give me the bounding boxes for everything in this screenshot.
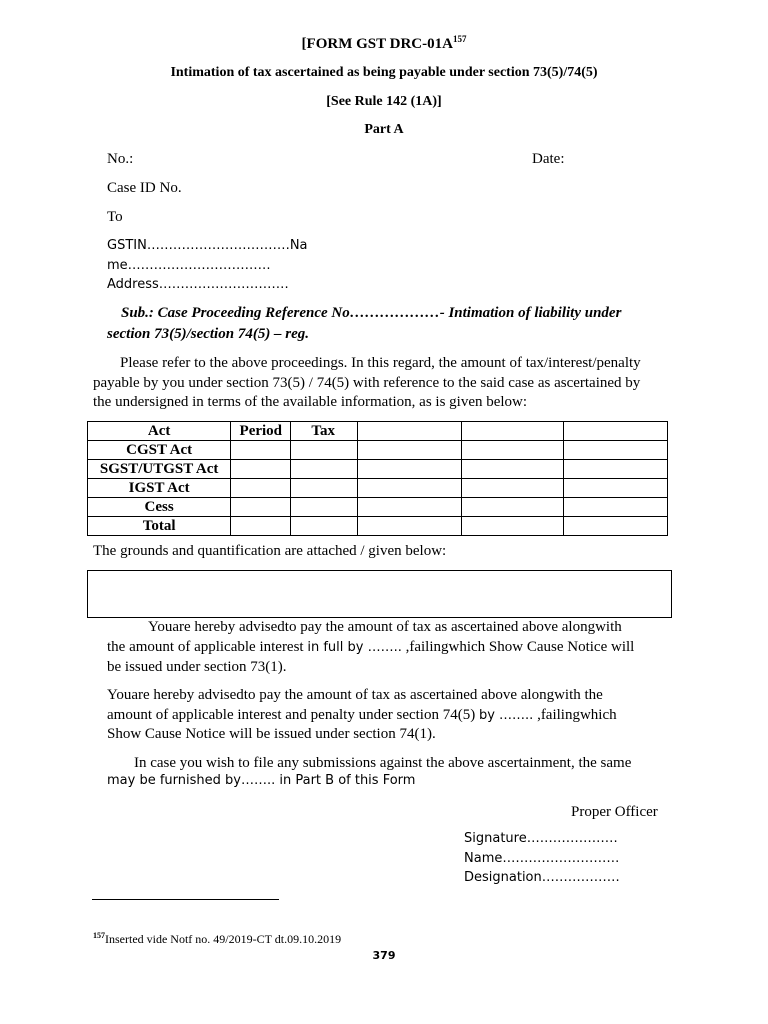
grounds-label: The grounds and quantification are attached / given below: [93,543,447,559]
table-cell [291,460,358,479]
table-cell [563,479,667,498]
para74-line-3: Show Cause Notice will be issued under section 74(1). [107,726,436,742]
table-cell [231,441,291,460]
table-cell [461,479,563,498]
col-header-tax: Tax [291,422,358,441]
table-row [88,479,668,498]
col-header-blank [563,422,667,441]
page-number: 379 [372,949,396,962]
officer-name-field: Name……………………… [464,851,620,866]
table-cell [231,498,291,517]
table-cell [461,498,563,517]
intro-line-1: Please refer to the above proceedings. In this regard, the amount of tax/interest/penalty [120,355,641,371]
submission-line-2: may be furnished by…….. in Part B of this Form [107,773,416,788]
footnote-number: 157 [93,931,105,940]
case-id-field: Case ID No. [107,180,182,196]
para74-text-c: ,failingwhich [533,707,617,723]
footnote-divider [92,899,279,900]
signature-field: Signature………………… [464,831,618,846]
table-row [88,460,668,479]
table-cell [291,441,358,460]
para74-line-2 [107,705,617,726]
proper-officer: Proper Officer [571,804,658,820]
table-row [88,498,668,517]
row-label-cess: Cess [88,498,231,517]
table-cell [358,460,461,479]
para73-text-a: the amount of applicable interest [107,639,308,655]
para73-text-b: in full by …….. [307,640,402,655]
table-cell [563,498,667,517]
table-cell [291,498,358,517]
form-title-text: [FORM GST DRC-01A [301,36,453,52]
table-cell [358,441,461,460]
row-label-igst: IGST Act [88,479,231,498]
to-label: To [107,209,123,225]
table-cell [291,517,358,536]
table-cell [291,479,358,498]
form-title [0,34,768,53]
col-header-period: Period [231,422,291,441]
table-cell [461,441,563,460]
table-cell [231,517,291,536]
footnote-text: Inserted vide Notf no. 49/2019-CT dt.09.10.2019 [105,932,342,946]
date-field: Date: [532,151,565,167]
table-cell [358,498,461,517]
table-cell [461,460,563,479]
grounds-box [87,570,672,618]
para73-line-3: be issued under section 73(1). [107,659,287,675]
para73-line-2 [107,637,634,658]
table-cell [358,479,461,498]
row-label-cgst: CGST Act [88,441,231,460]
table-cell [563,441,667,460]
table-row [88,517,668,536]
name-field: me…………………………… [107,258,271,273]
subject-line-2: section 73(5)/section 74(5) – reg. [107,326,310,342]
table-cell [461,517,563,536]
col-header-blank [461,422,563,441]
part-heading: Part A [364,122,404,137]
table-header-row [88,422,668,441]
footnote-ref: 157 [452,34,467,44]
gstin-field: GSTIN……………………………Na [107,238,308,253]
row-label-sgst: SGST/UTGST Act [88,460,231,479]
table-cell [563,460,667,479]
table-cell [231,479,291,498]
no-field: No.: [107,151,134,167]
table-cell [358,517,461,536]
col-header-blank [358,422,461,441]
submission-line-1: In case you wish to file any submissions against the above ascertainment, the same [134,755,632,771]
subject-line-1 [107,303,707,324]
para73-text-c: ,failingwhich Show Cause Notice will [401,639,635,655]
footnote [93,931,341,947]
address-field: Address………………………… [107,277,289,292]
table-cell [563,517,667,536]
form-subtitle: Intimation of tax ascertained as being payable under section 73(5)/74(5) [170,65,598,80]
para74-text-b: by …….. [478,708,534,723]
para74-line-1: Youare hereby advisedto pay the amount of tax as ascertained above alongwith the [107,687,603,703]
para73-line-1: Youare hereby advisedto pay the amount of tax as ascertained above alongwith [148,619,622,635]
col-header-act: Act [88,422,231,441]
rule-reference: [See Rule 142 (1A)] [326,94,442,109]
tax-table [87,421,668,536]
para74-text-a: amount of applicable interest and penalty under section 74(5) [107,707,479,723]
table-row [88,441,668,460]
intro-line-3: the undersigned in terms of the available information, as is given below: [93,394,528,410]
subject-text-1: Sub.: Case Proceeding Reference No………………- Intimation of liability under [121,305,622,321]
intro-line-2: payable by you under section 73(5) / 74(5) with reference to the said case as ascertained by [93,375,641,391]
designation-field: Designation……………… [464,870,620,885]
table-cell [231,460,291,479]
row-label-total: Total [88,517,231,536]
